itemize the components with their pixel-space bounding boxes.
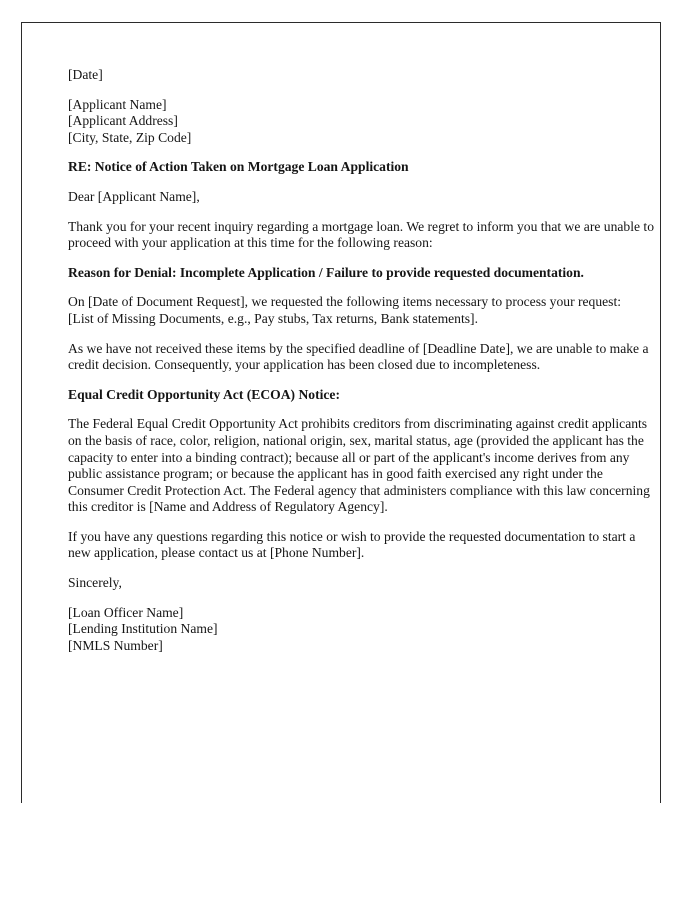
document-request-line-1: On [Date of Document Request], we requested the following items necessary to process your request:	[68, 294, 622, 310]
document-request-line-2: [List of Missing Documents, e.g., Pay stubs, Tax returns, Bank statements].	[68, 310, 478, 326]
salutation: Dear [Applicant Name],	[68, 188, 200, 204]
closing-salutation: Sincerely,	[68, 575, 122, 591]
deadline-paragraph: As we have not received these items by the specified deadline of [Deadline Date], we are unable to make a credit decision. Consequently, your application has been closed due to incompleteness.	[68, 340, 649, 373]
recipient-line-city-state-zip: [City, State, Zip Code]	[68, 129, 192, 145]
recipient-line-name: [Applicant Name]	[68, 96, 167, 112]
document-request-paragraph	[68, 294, 656, 327]
signature-loan-officer-name: [Loan Officer Name]	[68, 604, 184, 620]
subject-line: RE: Notice of Action Taken on Mortgage Loan Application	[68, 159, 409, 175]
letter-body	[68, 67, 656, 654]
date-line: [Date]	[68, 67, 103, 82]
ecoa-heading: Equal Credit Opportunity Act (ECOA) Notice:	[68, 386, 340, 402]
recipient-line-address: [Applicant Address]	[68, 113, 178, 129]
document-page-frame	[21, 22, 661, 803]
ecoa-paragraph: The Federal Equal Credit Opportunity Act prohibits creditors from discriminating against credit applicants on the basis of race, color, religion, national origin, sex, marital status, age (provided the applicant has the capacity to enter into a binding contract); because all or part of the applicant's income derives from any public assistance program; or because the applicant has in good faith exercised any right under the Consumer Credit Protection Act. The Federal agency that administers compliance with this law concerning this creditor is [Name and Address of Regulatory Agency].	[68, 416, 650, 515]
contact-paragraph: If you have any questions regarding this notice or wish to provide the requested documentation to start a new application, please contact us at [Phone Number].	[68, 528, 636, 561]
opening-paragraph: Thank you for your recent inquiry regarding a mortgage loan. We regret to inform you that we are unable to proceed with your application at this time for the following reason:	[68, 218, 655, 251]
signature-nmls-number: [NMLS Number]	[68, 637, 163, 653]
denial-reason-heading: Reason for Denial: Incomplete Application / Failure to provide requested documentation.	[68, 264, 584, 280]
signature-institution-name: [Lending Institution Name]	[68, 621, 218, 637]
recipient-address-block	[68, 97, 656, 147]
signature-block	[68, 605, 656, 655]
